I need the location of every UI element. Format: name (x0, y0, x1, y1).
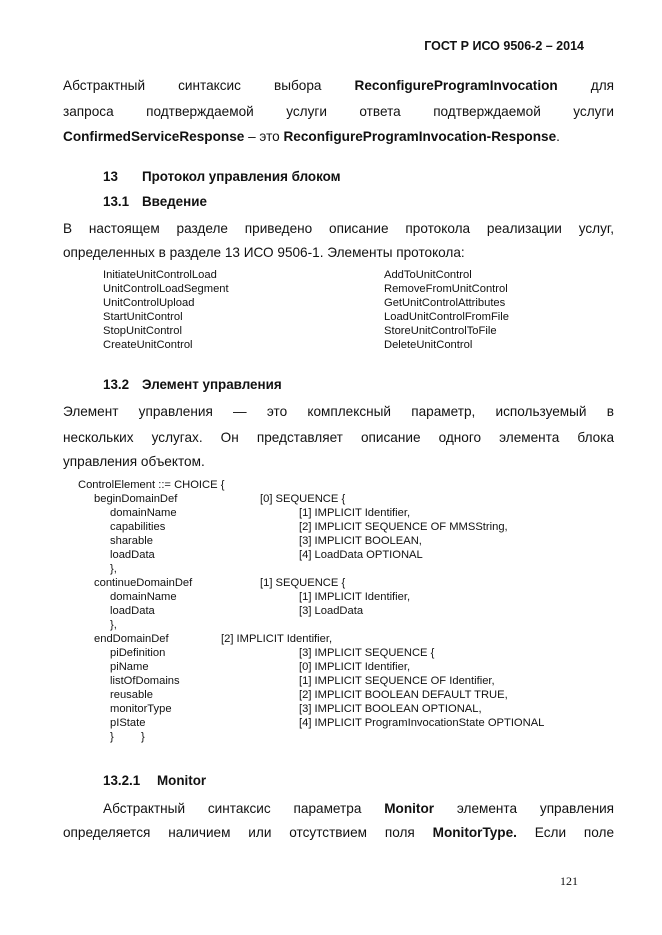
word: синтаксис (207, 801, 271, 816)
asn-line: piDefinition (110, 647, 166, 659)
asn-line: continueDomainDef (94, 577, 193, 589)
asn-line: pIState (110, 717, 146, 729)
term-monitor-type: MonitorType. (432, 825, 517, 840)
word: это (266, 404, 288, 419)
word: Элемент (63, 404, 119, 419)
intro-line-3 (63, 125, 560, 149)
list-item: StopUnitControl (103, 325, 182, 337)
asn-line: [3] IMPLICIT SEQUENCE { (299, 647, 435, 659)
term-monitor: Monitor (384, 801, 435, 816)
asn-line: loadData (110, 549, 155, 561)
word: Если (534, 825, 567, 840)
elements-list-right (384, 268, 509, 352)
page-number: 121 (560, 874, 578, 888)
word: — (233, 404, 247, 419)
asn-line: loadData (110, 605, 155, 617)
word: подтверждаемой (433, 104, 541, 119)
asn-line: [1] IMPLICIT Identifier, (299, 591, 411, 603)
word: услуги (286, 104, 327, 119)
asn-line: }, (110, 563, 117, 575)
asn-line: }, (110, 619, 117, 631)
text: – это (244, 129, 284, 144)
document-header: ГОСТ Р ИСО 9506-2 – 2014 (424, 39, 584, 53)
word: В (63, 221, 73, 236)
p131-line-2: определенных в разделе 13 ИСО 9506-1. Элементы протокола: (63, 245, 465, 260)
elements-list-left (103, 268, 229, 352)
word: в (606, 404, 614, 419)
word: услуг, (578, 221, 614, 236)
asn-line: } (141, 731, 145, 743)
asn-line: [1] SEQUENCE { (260, 577, 346, 589)
word: используемый (495, 404, 587, 419)
list-item: UnitControlUpload (103, 297, 195, 309)
asn-line: } (110, 731, 114, 743)
asn-line: [2] IMPLICIT Identifier, (221, 633, 333, 645)
list-item: LoadUnitControlFromFile (384, 311, 509, 323)
word: наличием (168, 825, 231, 840)
intro-line-2 (63, 100, 614, 124)
word: отсутствием (289, 825, 368, 840)
word: описание (360, 430, 421, 445)
word: разделе (176, 221, 228, 236)
word: определяется (63, 825, 151, 840)
asn-line: [3] IMPLICIT BOOLEAN, (299, 535, 422, 547)
word: или (248, 825, 272, 840)
word: услуги (573, 104, 615, 119)
list-item: InitiateUnitControlLoad (103, 269, 217, 281)
word: описание (329, 221, 389, 236)
asn-line: [4] IMPLICIT ProgramInvocationState OPTIONAL (299, 717, 545, 729)
asn-line: ControlElement ::= CHOICE { (78, 479, 225, 491)
list-item: StartUnitControl (103, 311, 183, 323)
list-item: CreateUnitControl (103, 339, 193, 351)
term-reconfigure-program-invocation: ReconfigureProgramInvocation (354, 78, 558, 93)
asn-line: capabilities (110, 521, 166, 533)
p131-line-1 (63, 217, 614, 241)
asn-line: [1] IMPLICIT SEQUENCE OF Identifier, (299, 675, 495, 687)
word: поля (384, 825, 415, 840)
intro-line-1 (63, 74, 614, 98)
asn-line: piName (110, 661, 149, 673)
section-13-number: 13 (103, 169, 118, 184)
asn-line: sharable (110, 535, 153, 547)
word: для (590, 78, 615, 93)
word: комплексный (307, 404, 391, 419)
word: управления (138, 404, 213, 419)
word: подтверждаемой (146, 104, 254, 119)
word: запроса (63, 104, 114, 119)
asn-line: domainName (110, 591, 177, 603)
term-confirmed-service-response: ConfirmedServiceResponse (63, 129, 245, 144)
word: Абстрактный (103, 801, 186, 816)
list-item: RemoveFromUnitControl (384, 283, 508, 295)
list-item: StoreUnitControlToFile (384, 325, 497, 337)
asn-line: beginDomainDef (94, 493, 178, 505)
word: одного (438, 430, 482, 445)
section-13-1-title: Введение (142, 194, 207, 209)
word: нескольких (63, 430, 134, 445)
word: поле (583, 825, 615, 840)
section-13-2-1-number: 13.2.1 (103, 773, 141, 788)
word: протокола (405, 221, 471, 236)
section-13-title: Протокол управления блоком (142, 169, 341, 184)
text: . (556, 129, 560, 144)
word: параметра (293, 801, 362, 816)
asn-line: [4] LoadData OPTIONAL (299, 549, 423, 561)
word: выбора (274, 78, 322, 93)
list-item: GetUnitControlAttributes (384, 297, 506, 309)
asn-line: reusable (110, 689, 153, 701)
word: представляет (256, 430, 343, 445)
word: блока (577, 430, 615, 445)
word: параметр, (411, 404, 476, 419)
asn-line: listOfDomains (110, 675, 180, 687)
section-13-2-1-title: Monitor (157, 773, 207, 788)
p132-line-1 (63, 400, 614, 424)
word: реализации (486, 221, 562, 236)
asn-line: [0] SEQUENCE { (260, 493, 346, 505)
list-item: AddToUnitControl (384, 269, 472, 281)
list-item: DeleteUnitControl (384, 339, 473, 351)
asn-line: [3] LoadData (299, 605, 364, 617)
word: услугах. (151, 430, 203, 445)
word: элемента (456, 801, 518, 816)
word: синтаксис (178, 78, 241, 93)
asn-line: [2] IMPLICIT BOOLEAN DEFAULT TRUE, (299, 689, 508, 701)
p132-line-3: управления объектом. (63, 454, 205, 469)
word: настоящем (88, 221, 160, 236)
p1321-line-2 (63, 821, 614, 845)
word: приведено (244, 221, 313, 236)
asn-line: monitorType (110, 703, 172, 715)
asn-line: [1] IMPLICIT Identifier, (299, 507, 411, 519)
section-13-2-title: Элемент управления (142, 377, 282, 392)
word: ответа (359, 104, 401, 119)
term-reconfigure-response: ReconfigureProgramInvocation-Response (283, 129, 557, 144)
p132-line-2 (63, 426, 614, 450)
section-13-1-number: 13.1 (103, 194, 130, 209)
p1321-line-1 (103, 797, 614, 821)
asn-line: [0] IMPLICIT Identifier, (299, 661, 411, 673)
section-13-2-number: 13.2 (103, 377, 130, 392)
asn-line: [2] IMPLICIT SEQUENCE OF MMSString, (299, 521, 508, 533)
word: Он (220, 430, 239, 445)
word: элемента (499, 430, 560, 445)
asn-line: domainName (110, 507, 177, 519)
word: Абстрактный (63, 78, 146, 93)
asn-line: [3] IMPLICIT BOOLEAN OPTIONAL, (299, 703, 482, 715)
list-item: UnitControlLoadSegment (103, 283, 229, 295)
word: управления (539, 801, 615, 816)
asn-line: endDomainDef (94, 633, 169, 645)
